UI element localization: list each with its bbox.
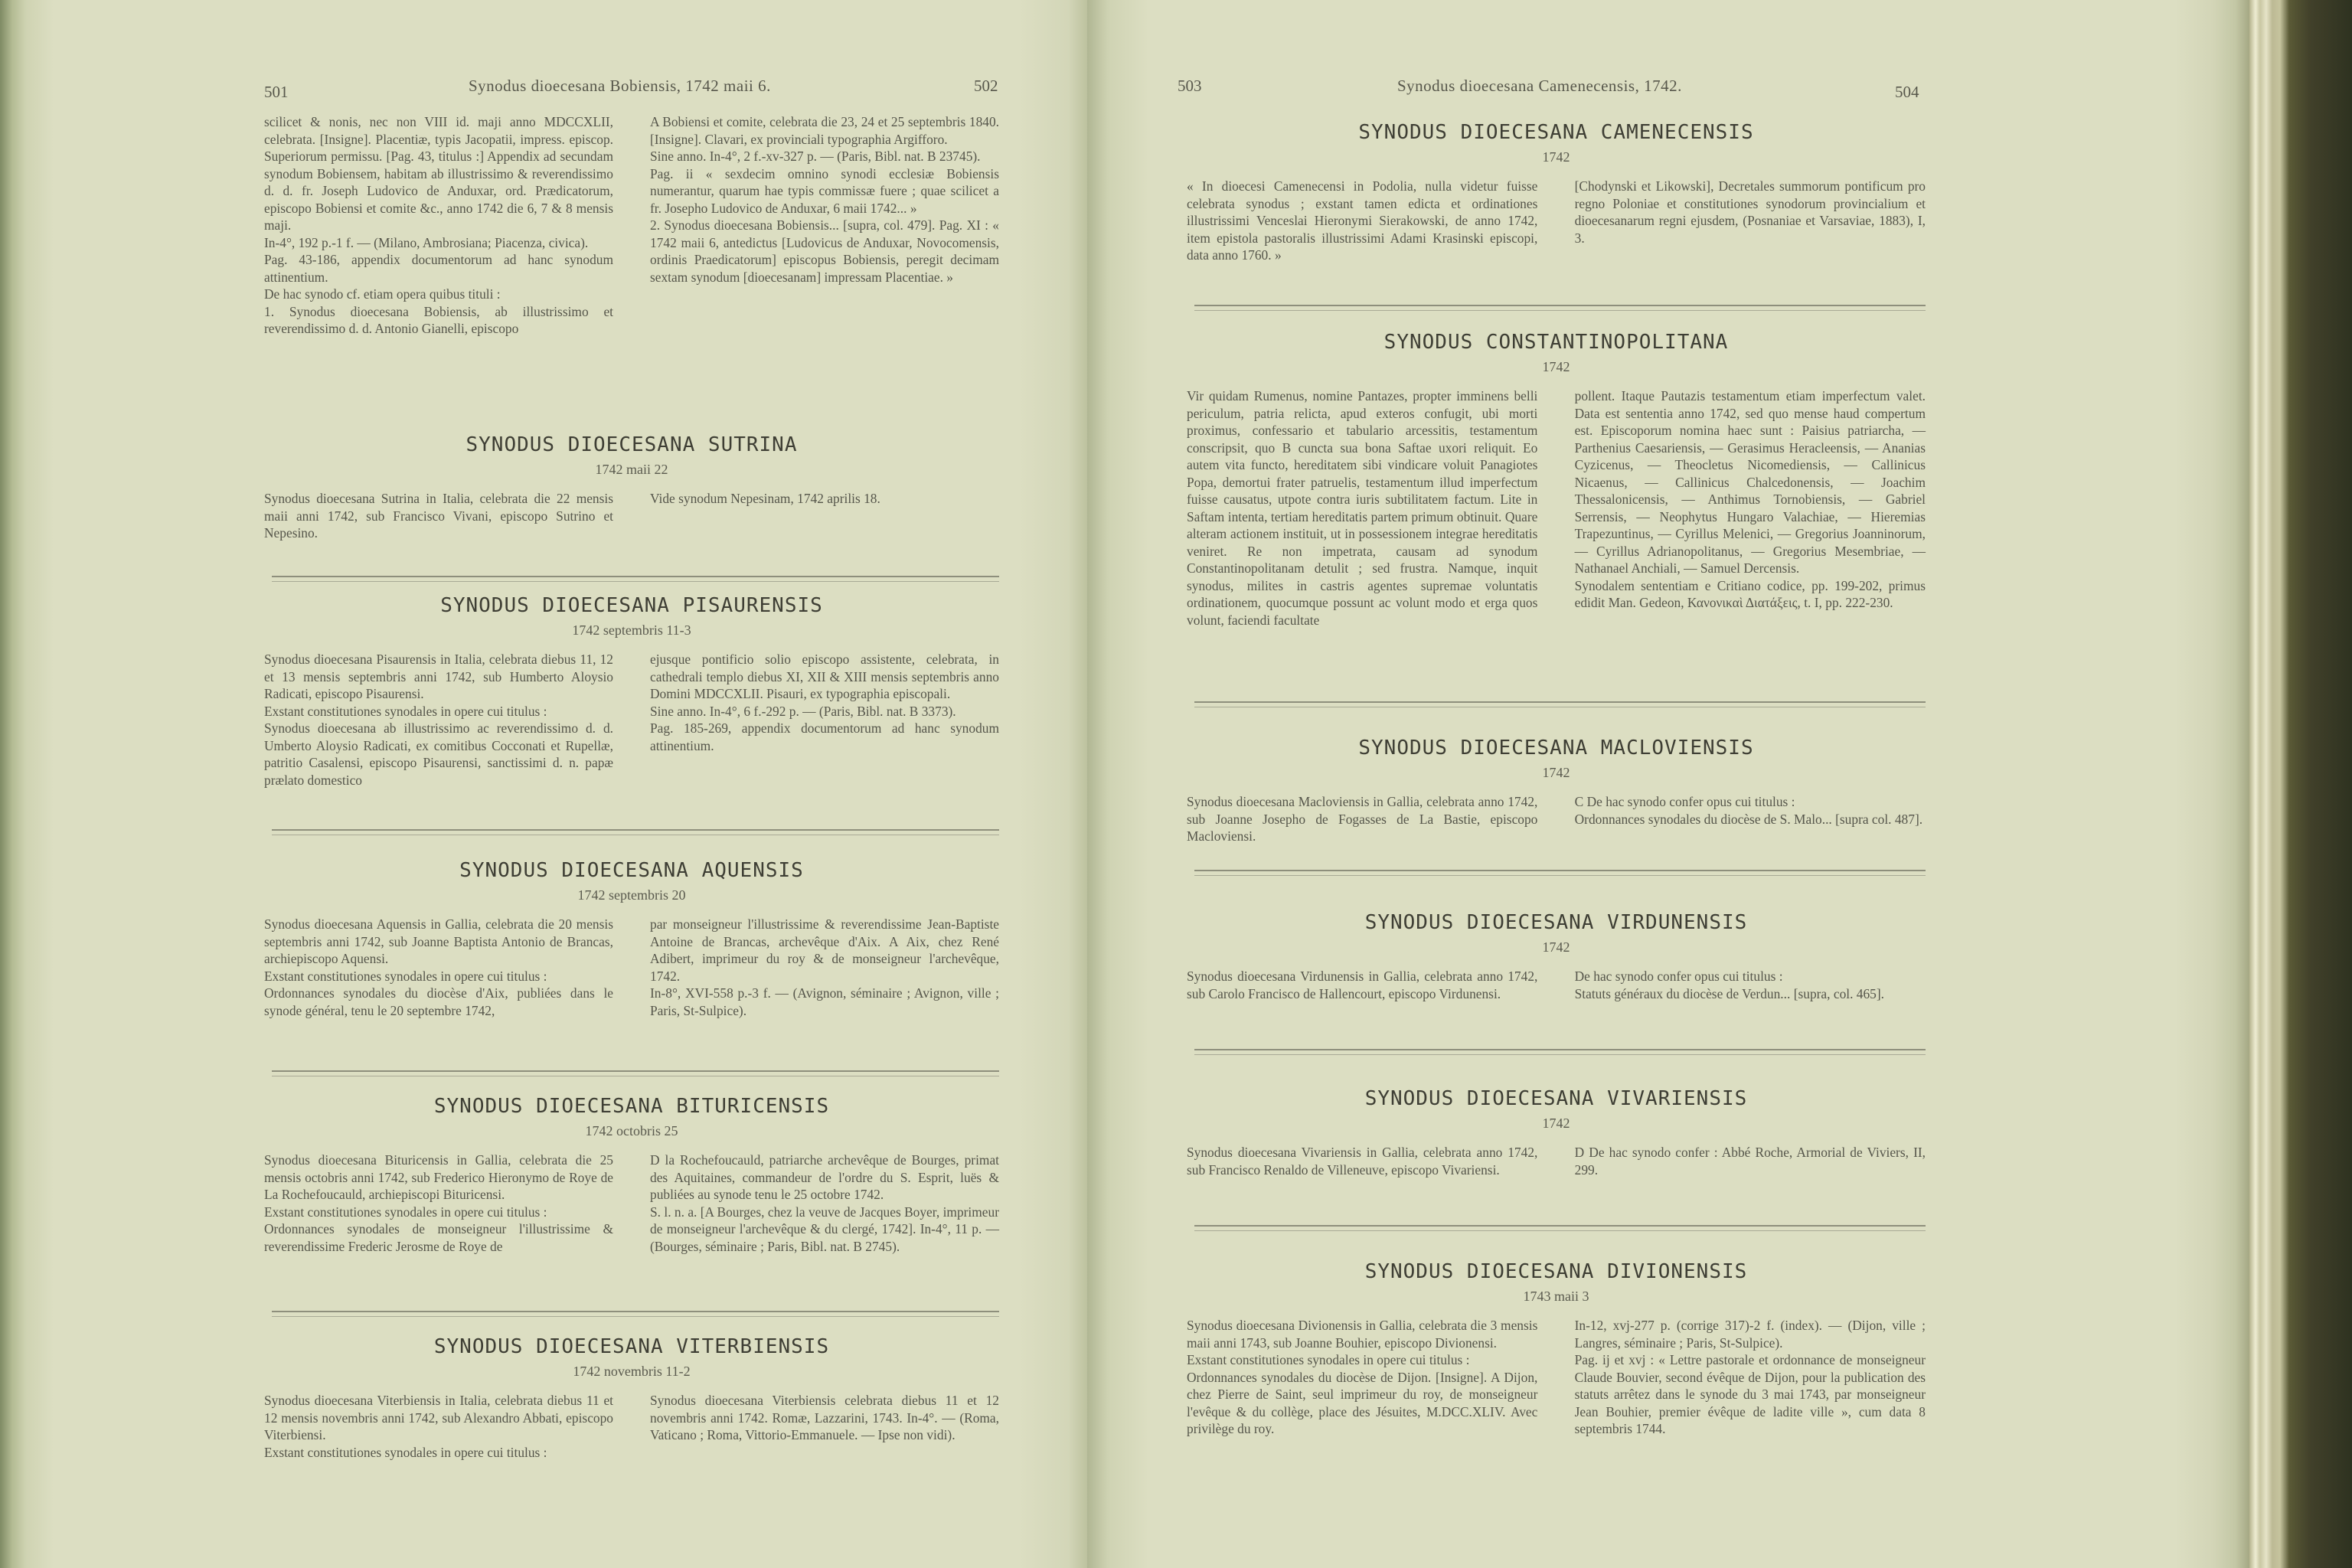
section-divider [1194,1049,1926,1055]
section-title: SYNODUS DIOECESANA PISAURENSIS [440,594,823,617]
text-column [264,490,613,542]
paragraph: ejusque pontificio solio episcopo assistente, celebrata, in cathedrali templo diebus XI, XII & XIII mensis septembris anno Domini MDCCXLII. Pisauri, ex typographia episcopali. [650,652,999,701]
paragraph: Ordonnances synodales de monseigneur l'illustrissime & reverendissime Frederic Jerosme de Roye de [264,1221,613,1254]
text-column [1187,1144,1537,1178]
text-column [264,916,613,1019]
paragraph: « In dioecesi Camenecensi in Podolia, nulla videtur fuisse celebrata synodus ; exstant tamen edicta et ordinationes illustrissimi Venceslai Hieronymi Sierakowski, de anno 1742, item epistola pastoralis illustrissimi Adami Krasinski episcopi, data anno 1760. » [1187,178,1538,263]
paragraph: Synodus dioecesana Sutrina in Italia, celebrata die 22 mensis maii anni 1742, sub Francisco Vivani, episcopo Sutrino et Nepesino. [264,491,613,541]
paragraph: 2. Synodus dioecesana Bobiensis... [supra, col. 479]. Pag. XI : « 1742 maii 6, antedictus [Ludovicus de Anduxar, Novocomensis, ordinis Praedicatorum] episcopus Bobiensis, peregit decimam sextam synodum [dioecesanam] impressam Placentiae. » [650,217,999,285]
paragraph: A Bobiensi et comite, celebrata die 23, 24 et 25 septembris 1840. [Insigne]. Clavari, ex provinciali typographia Argifforo. [650,114,999,147]
paragraph: Synodus dioecesana Viterbiensis celebrata diebus 11 et 12 novembris anni 1742. Romæ, Lazzarini, 1743. In-4°. — (Roma, Vaticano ; Roma, Vittorio-Emmanuele. — Ipse non vidi). [650,1393,999,1442]
folio-number: 504 [1895,83,1919,101]
running-header: Synodus dioecesana Camenecensis, 1742. [1397,77,1682,95]
paragraph: Synodus dioecesana Virdunensis in Gallia, celebrata anno 1742, sub Carolo Francisco de Hallencourt, episcopo Virdunensi. [1187,969,1538,1001]
text-column [650,490,999,542]
section-divider [1194,1225,1926,1231]
paragraph: Exstant constitutiones synodales in opere cui titulus : [264,703,547,719]
section-date: 1742 novembris 11-2 [573,1364,691,1379]
section-date: 1742 octobris 25 [585,1123,678,1138]
section-date: 1742 [1542,765,1570,780]
section-title: SYNODUS DIOECESANA VIRDUNENSIS [1364,911,1748,934]
paragraph: Ordonnances synodales du diocèse d'Aix, publiées dans le synode général, tenu le 20 septembre 1742, [264,985,613,1018]
paragraph: Exstant constitutiones synodales in opere cui titulus : [264,968,547,984]
text-column [650,1392,999,1461]
text-column [1575,178,1926,264]
text-column [1187,793,1537,845]
section-title: SYNODUS DIOECESANA CAMENECENSIS [1358,121,1754,144]
entry-bituricensis [264,1095,999,1255]
paragraph: C De hac synodo confer opus cui titulus : [1574,794,1795,809]
text-column [264,1392,613,1461]
entry-divionensis [1187,1260,1926,1438]
section-divider [272,1311,999,1317]
paragraph: D la Rochefoucauld, patriarche archevêque de Bourges, primat des Aquitaines, commandeur de l'ordre du S. Esprit, luës & publiées au synode tenu le 25 octobre 1742. [650,1152,999,1202]
paragraph: Synodus dioecesana Divionensis in Gallia, celebrata die 3 mensis maii anni 1743, sub Joanne Bouhier, episcopo Divionensi. [1187,1318,1538,1351]
left-page [0,0,1087,1568]
folio-number: 501 [264,83,289,101]
paragraph: pollent. Itaque Pautazis testamentum etiam imperfectum valet. Data est sententia anno 1742, sed quo mense haud compertum est. Episcoporum nomina haec sunt : Paisius patriarcha, — Parthenius Caesariensis, — Gerasimus Heracleensis, — Ananias Cyzicenus, — Theocletus Nicomediensis, — Callinicus Nicaenus, — Callinicus Chalcedonensis, — Joachim Thessalonicensis, — Anthimus Tornobiensis, — Gabriel Serrensis, — Neophytus Hungaro Valachiae, — Hieremias Trapezuntinus, — Cyrillus Melenici, — Gregorius Joanninorum, — Cyrillus Adrianopolitanus, — Gregorius Mesembriae, — Nathanael Anchiali, — Samuel Dercensis. [1574,388,1926,576]
entry-bobiensis-continuation [264,113,999,338]
paragraph: De hac synodo confer opus cui titulus : [1574,969,1783,984]
section-date: 1743 maii 3 [1523,1289,1589,1304]
paragraph: Pag. 185-269, appendix documentorum ad hanc synodum attinentium. [650,720,999,753]
paragraph: Synodus dioecesana ab illustrissimo ac reverendissimo d. d. Umberto Aloysio Radicati, ex comitibus Cocconati et Rupellæ, patritio Casalensi, episcopo Pisaurensi, sanctissimi d. n. papæ prælato domestico [264,720,613,788]
paragraph: scilicet & nonis, nec non VIII id. maji anno MDCCXLII, celebrata. [Insigne]. Placentiæ, typis Jacopatii, impress. episcop. Superiorum permissu. [Pag. 43, titulus :] Appendix ad secundam synodum Bobiensem, habitam ab illustrissimo & reverendissimo d. d. fr. Joseph Ludovico de Anduxar, ord. Prædicatorum, episcopo Bobiensi et comite &c., anno 1742 die 6, 7 & 8 mensis maji. [264,114,613,233]
paragraph: Vide synodum Nepesinam, 1742 aprilis 18. [650,491,880,506]
paragraph: Synodus dioecesana Viterbiensis in Italia, celebrata diebus 11 et 12 mensis novembris anni 1742, sub Alexandro Abbati, episcopo Viterbiensi. [264,1393,613,1442]
paragraph: D De hac synodo confer : Abbé Roche, Armorial de Viviers, II, 299. [1574,1145,1926,1178]
section-date: 1742 [1542,939,1570,955]
entry-virdunensis [1187,911,1926,1002]
entry-aquensis [264,859,999,1019]
section-date: 1742 septembris 11-3 [572,622,691,638]
section-date: 1742 [1542,149,1570,165]
entry-sutrina [264,433,999,542]
section-title: SYNODUS CONSTANTINOPOLITANA [1383,331,1729,354]
book-page-edges [2249,0,2352,1568]
paragraph: Synodus dioecesana Bituricensis in Gallia, celebrata die 25 mensis octobris anni 1742, sub Frederico Hieronymo de Roye de La Rochefoucauld, archiepiscopi Bituricensi. [264,1152,613,1202]
paragraph: Synodalem sententiam e Critiano codice, pp. 199-202, primus edidit Man. Gedeon, Κανονικαὶ Διατάξεις, t. I, pp. 222-230. [1574,577,1926,610]
paragraph: Synodus dioecesana Vivariensis in Gallia, celebrata anno 1742, sub Francisco Renaldo de Villeneuve, episcopo Vivariensi. [1187,1145,1538,1178]
text-column [1187,968,1537,1002]
text-column [650,916,999,1019]
section-divider [272,576,999,582]
section-title: SYNODUS DIOECESANA MACLOVIENSIS [1358,737,1754,760]
paragraph: Synodus dioecesana Pisaurensis in Italia, celebrata diebus 11, 12 et 13 mensis septembris anni 1742, sub Humberto Aloysio Radicati, episcopo Pisaurensi. [264,652,613,701]
paragraph: Vir quidam Rumenus, nomine Pantazes, propter imminens belli periculum, patria relicta, apud exteros confugit, ubi morti proximus, confessario et tabulario arcessitis, testamentum conscripsit, quo B cuncta sua bona Saftae uxori reliquit. Eo autem vita functo, hereditatem sibi vindicare voluit Panagiotes Popa, demortui frater patruelis, testamentum illud imperfectum fuisse causatus, utpote contra iuris subtilitatem factum. Lite in Saftam intenta, tertiam hereditatis partem primum obtinuit. Quare alteram actionem instituit, ut in possessionem integrae hereditatis veniret. Re non impetrata, causam ad synodum Constantinopolitanam detulit ; sed frustra. Namque, inquit synodus, milites in castris agentes supremae voluntatis ordinationem, quocumque possunt ac volunt modo et erga quos volunt, faciendi facultate [1187,388,1538,628]
section-divider [272,829,999,835]
text-column [264,651,613,789]
section-title: SYNODUS DIOECESANA BITURICENSIS [433,1095,830,1118]
text-column [1575,968,1926,1002]
paragraph: Ordonnances synodales du diocèse de S. Malo... [supra col. 487]. [1574,811,1923,827]
running-header: Synodus dioecesana Bobiensis, 1742 maii 6. [469,77,771,95]
paragraph: S. l. n. a. [A Bourges, chez la veuve de Jacques Boyer, imprimeur de monseigneur l'archevêque & du clergé, 1742]. In-4°, 11 p. — (Bourges, séminaire ; Paris, Bibl. nat. B 2745). [650,1204,999,1254]
section-date: 1742 maii 22 [595,462,668,477]
entry-constantinopolitana [1187,331,1926,629]
section-title: SYNODUS DIOECESANA SUTRINA [466,433,798,456]
section-date: 1742 [1542,359,1570,374]
paragraph: Synodus dioecesana Aquensis in Gallia, celebrata die 20 mensis septembris anni 1742, sub Joanne Baptista Antonio de Brancas, archiepiscopo Aquensi. [264,916,613,966]
paragraph: In-8°, XVI-558 p.-3 f. — (Avignon, séminaire ; Avignon, ville ; Paris, St-Sulpice). [650,985,999,1018]
text-column [650,113,999,338]
right-page [1087,0,2249,1568]
section-date: 1742 septembris 20 [577,887,686,903]
section-divider [272,1070,999,1076]
section-title: SYNODUS DIOECESANA AQUENSIS [459,859,804,882]
entry-pisaurensis [264,594,999,789]
text-column [1575,793,1926,845]
folio-number: 503 [1178,77,1202,95]
entry-camenecensis [1187,121,1926,264]
text-column [1187,1317,1537,1438]
section-title: SYNODUS DIOECESANA VIVARIENSIS [1364,1087,1748,1110]
paragraph: Synodus dioecesana Macloviensis in Gallia, celebrata anno 1742, sub Joanne Josepho de Fogasses de La Bastie, episcopo Macloviensi. [1187,794,1538,844]
paragraph: Pag. ii « sexdecim omnino synodi ecclesiæ Bobiensis numerantur, quarum hae typis commissæ fuere ; quae scilicet a fr. Josepho Ludovico de Anduxar, 6 maii 1742... » [650,165,999,216]
paragraph: par monseigneur l'illustrissime & reverendissime Jean-Baptiste Antoine de Brancas, archevêque d'Aix. A Aix, chez René Adibert, imprimeur du roy & de monseigneur l'archevêque, 1742. [650,916,999,984]
paragraph: Exstant constitutiones synodales in opere cui titulus : [264,1204,547,1220]
text-column [1187,387,1537,629]
entry-macloviensis [1187,737,1926,845]
paragraph: Exstant constitutiones synodales in opere cui titulus : [1187,1352,1470,1367]
section-title: SYNODUS DIOECESANA VITERBIENSIS [433,1335,830,1358]
text-column [1575,1144,1926,1178]
section-title: SYNODUS DIOECESANA DIVIONENSIS [1364,1260,1748,1283]
text-column [264,1152,613,1255]
paragraph: Sine anno. In-4°, 2 f.-xv-327 p. — (Paris, Bibl. nat. B 23745). [650,149,981,164]
text-column [1187,178,1537,264]
entry-vivariensis [1187,1087,1926,1178]
paragraph: In-4°, 192 p.-1 f. — (Milano, Ambrosiana; Piacenza, civica). [264,234,589,250]
paragraph: [Chodynski et Likowski], Decretales summorum pontificum pro regno Poloniae et constitutiones synodorum provincialium et dioecesanarum regni ejusdem, (Posnaniae et Varsaviae, 1883), I, 3. [1574,178,1926,246]
text-column [264,113,613,338]
paragraph: Exstant constitutiones synodales in opere cui titulus : [264,1444,547,1460]
paragraph: Sine anno. In-4°, 6 f.-292 p. — (Paris, Bibl. nat. B 3373). [650,703,956,719]
text-column [650,651,999,789]
paragraph: De hac synodo cf. etiam opera quibus tituli : [264,286,501,302]
paragraph: Statuts généraux du diocèse de Verdun... [supra, col. 465]. [1574,985,1885,1001]
folio-number: 502 [974,77,998,95]
paragraph: 1. Synodus dioecesana Bobiensis, ab illustrissimo et reverendissimo d. d. Antonio Gianelli, episcopo [264,303,613,336]
text-column [1575,387,1926,629]
section-date: 1742 [1542,1116,1570,1131]
text-column [1575,1317,1926,1438]
section-divider [1194,870,1926,876]
paragraph: In-12, xvj-277 p. (corrige 317)-2 f. (index). — (Dijon, ville ; Langres, séminaire ; Paris, St-Sulpice). [1574,1318,1926,1351]
paragraph: Pag. 43-186, appendix documentorum ad hanc synodum attinentium. [264,252,613,285]
paragraph: Ordonnances synodales du diocèse de Dijon. [Insigne]. A Dijon, chez Pierre de Saint, seul imprimeur du roy, de monseigneur l'evêque & du collège, place des Jésuites, M.DCC.XLIV. Avec privilège du roy. [1187,1369,1538,1436]
text-column [650,1152,999,1255]
section-divider [1194,701,1926,707]
section-divider [1194,305,1926,311]
paragraph: Pag. ij et xvj : « Lettre pastorale et ordonnance de monseigneur Claude Bouvier, second évêque de Dijon, pour la publication des statuts arrêtez dans le synode du 3 mai 1743, par monseigneur Jean Bouhier, premier évêque de ladite ville », cum data 8 septembris 1744. [1574,1352,1926,1436]
entry-viterbiensis [264,1335,999,1461]
